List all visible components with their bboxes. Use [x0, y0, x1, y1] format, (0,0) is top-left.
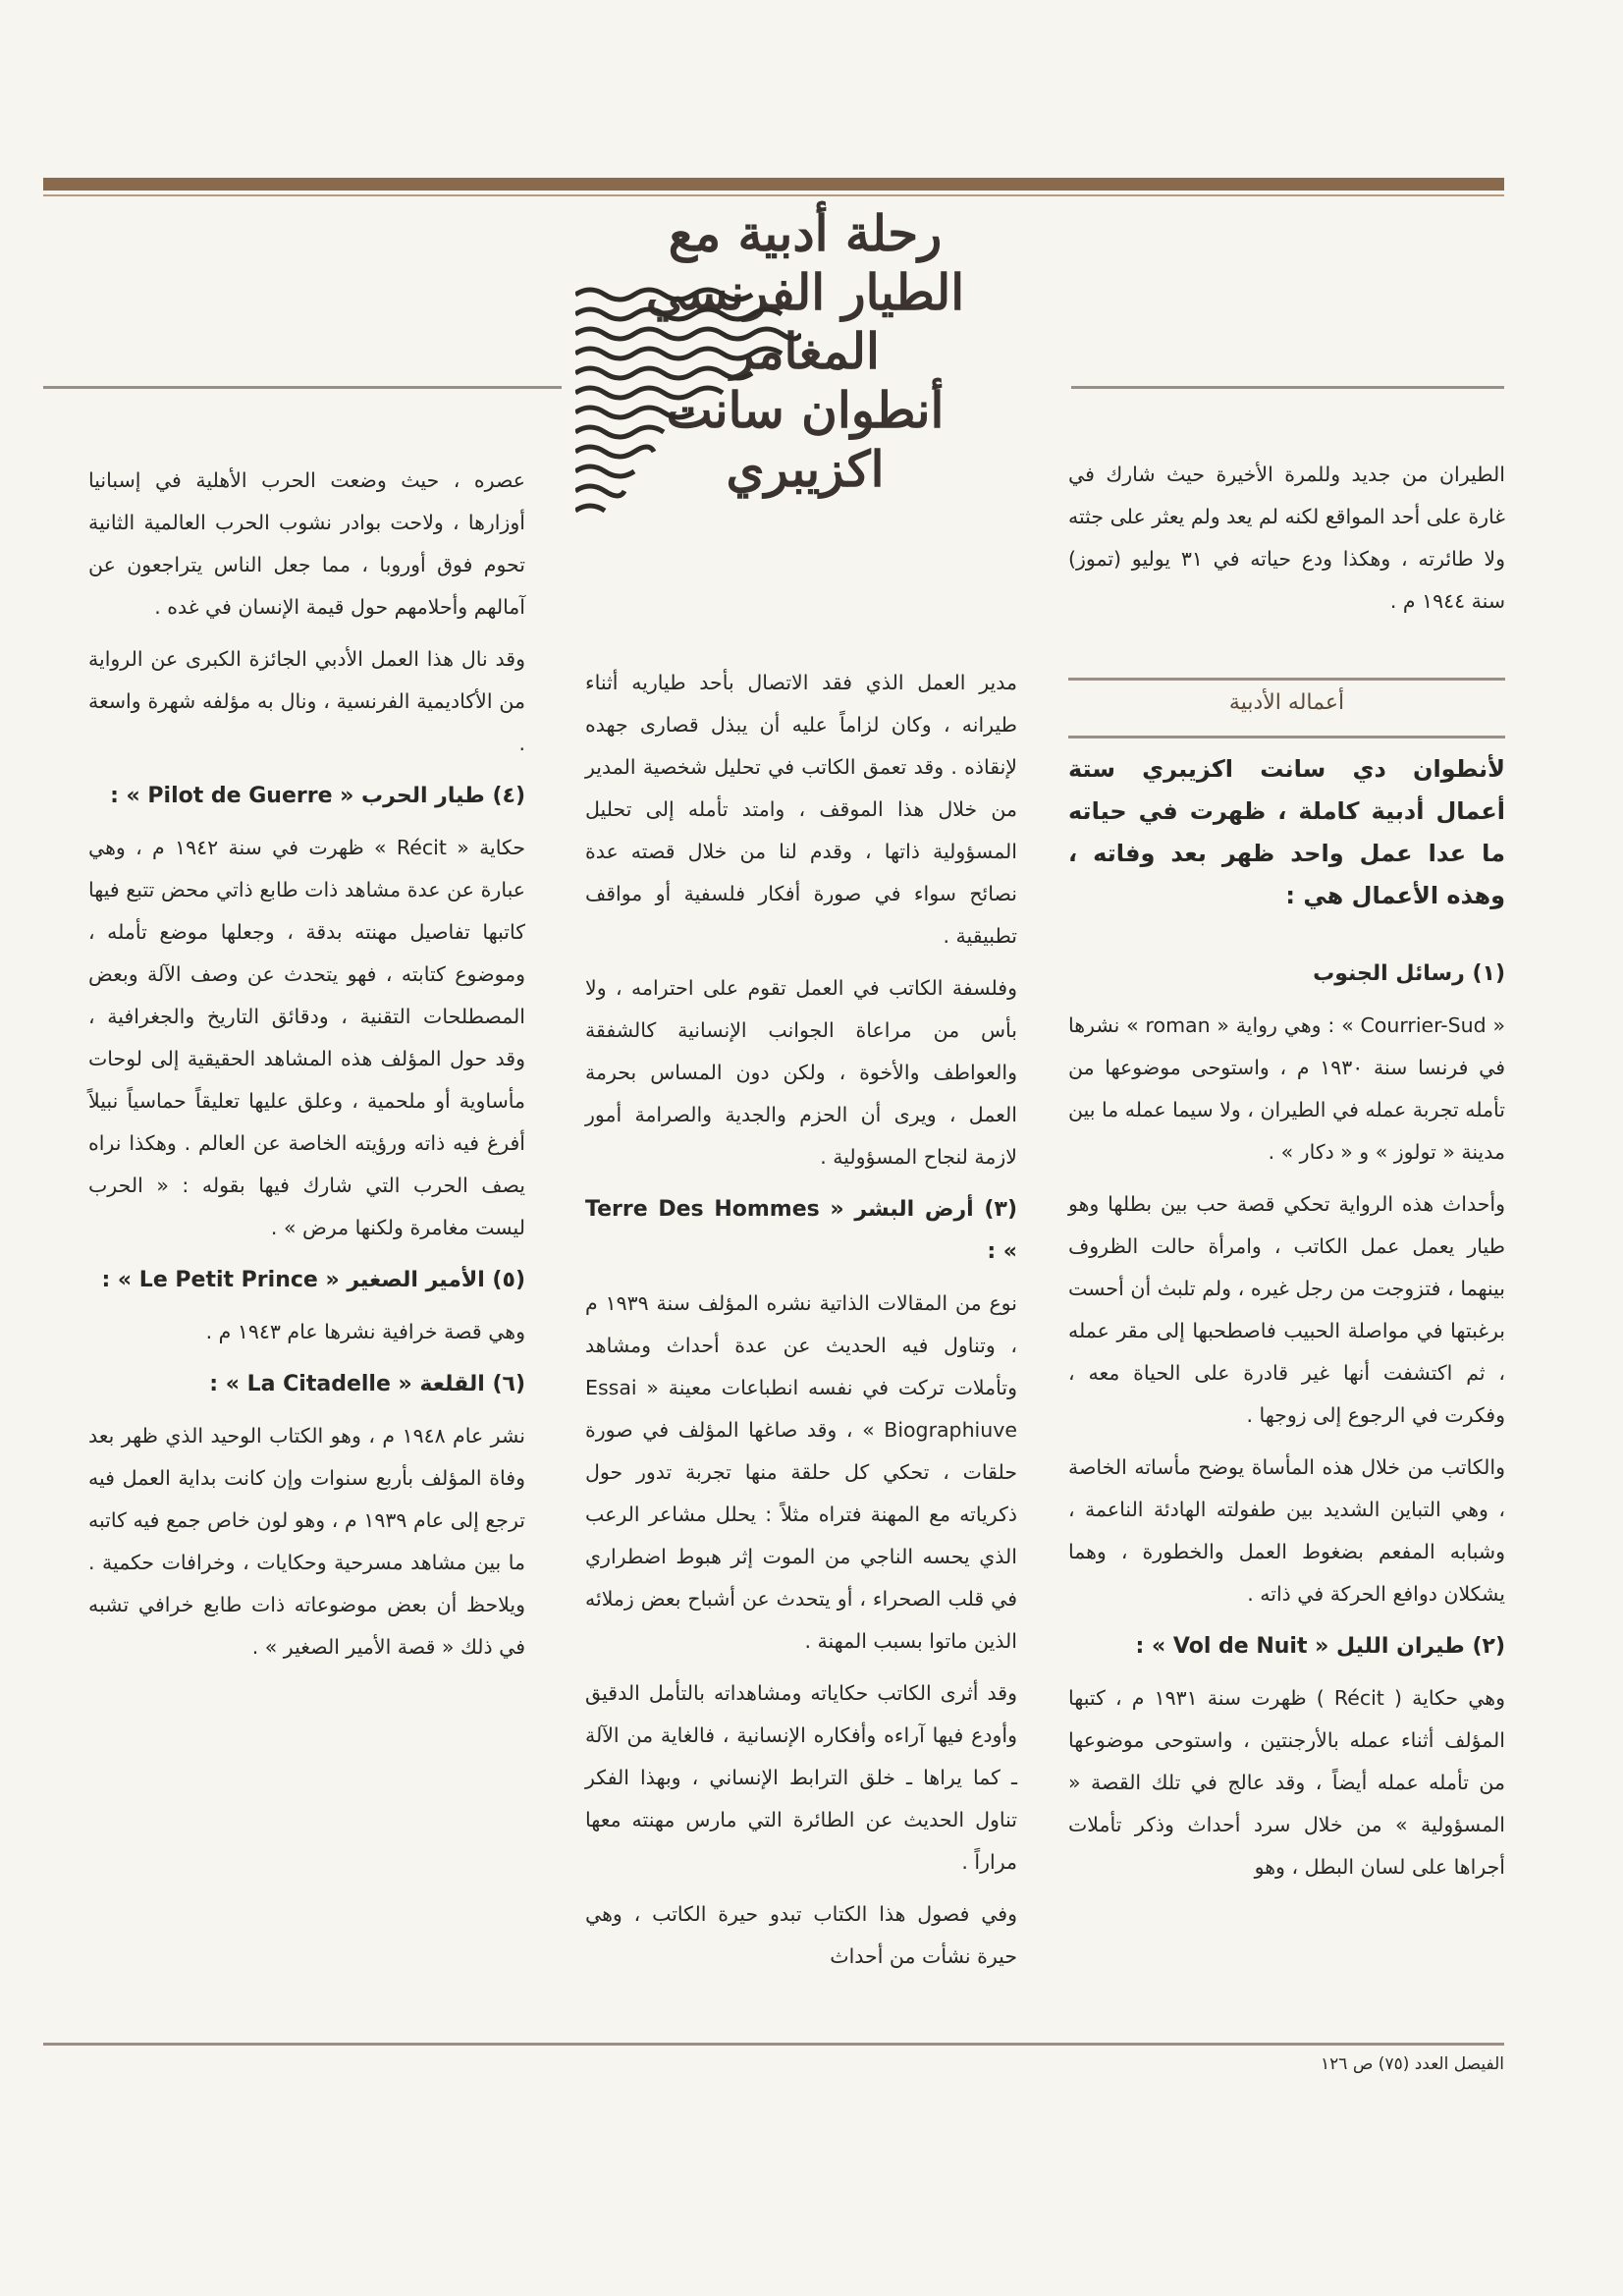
work-heading-6: (٦) القلعة « La Citadelle » :: [209, 1372, 525, 1396]
title-line-2: الطيار الفرنسي المغامر: [645, 263, 965, 380]
work-heading-5: (٥) الأمير الصغير « Le Petit Prince » :: [101, 1268, 525, 1292]
work-heading-3: (٣) أرض البشر « Terre Des Hommes » :: [585, 1197, 1017, 1264]
top-rule-thin: [43, 194, 1504, 196]
title-line-3: أنطوان سانت اكزيبري: [666, 381, 945, 498]
work-heading-2: (٢) طيران الليل « Vol de Nuit » :: [1135, 1634, 1505, 1659]
column-right: [1068, 454, 1505, 632]
paragraph: والكاتب من خلال هذه المأساة يوضح مأساته الخاصة ، وهي التباين الشديد بين طفولته الهادئة الناعمة ، وشبابه المفعم بضغوط العمل والخطورة ، وهما يشكلان دوافع الحركة في ذاته .: [1068, 1455, 1505, 1606]
column-left: [88, 460, 525, 1678]
paragraph: نوع من المقالات الذاتية نشره المؤلف سنة ١٩٣٩ م ، وتناول فيه الحديث عن عدة أحداث ومشاهد وتأملات تركت في نفسه انطباعات معينة « Essai Biographiuve » ، وقد صاغها المؤلف في صورة حلقات ، تحكي كل حلقة منها تجربة تدور حول ذكرياته مع المهنة فتراه مثلاً : يحلل مشاعر الرعب الذي يحسه الناجي من الموت إثر هبوط اضطراري في قلب الصحراء ، أو يتحدث عن أشباح بعض زملائه الذين ماتوا بسبب المهنة .: [585, 1291, 1017, 1653]
work-heading-4: (٤) طيار الحرب « Pilot de Guerre » :: [110, 784, 525, 808]
paragraph: وفلسفة الكاتب في العمل تقوم على احترامه ، ولا بأس من مراعاة الجوانب الإنسانية كالشفقة والعواطف والأخوة ، ولكن دون المساس بحرمة العمل ، ويرى أن الحزم والجدية والصرامة أمور لازمة لنجاح المسؤولية .: [585, 976, 1017, 1169]
right-header-rule: [1071, 386, 1504, 389]
work-heading-1: (١) رسائل الجنوب: [1313, 961, 1505, 986]
column-middle: [585, 662, 1017, 1988]
title-line-1: رحلة أدبية مع: [668, 204, 943, 262]
paragraph: وقد نال هذا العمل الأدبي الجائزة الكبرى عن الرواية من الأكاديمية الفرنسية ، ونال به مؤلفه شهرة واسعة .: [88, 647, 525, 755]
paragraph: مدير العمل الذي فقد الاتصال بأحد طياريه أثناء طيرانه ، وكان لزاماً عليه أن يبذل قصارى جهده لإنقاذه . وقد تعمق الكاتب في تحليل شخصية المدير من خلال هذا الموقف ، وامتد تأمله إلى تحليل المسؤولية ذاتها ، وقدم لنا من خلال قصته عدة نصائح سواء في صورة أفكار فلسفية أو مواقف تطبيقية .: [585, 671, 1017, 948]
paragraph: وهي حكاية ( Récit ) ظهرت سنة ١٩٣١ م ، كتبها المؤلف أثناء عمله بالأرجنتين ، واستوحى موضوعها من تأمله عمله أيضاً ، وقد عالج في تلك القصة « المسؤولية » من خلال سرد أحداث وذكر تأملات أجراها على لسان البطل ، وهو: [1068, 1686, 1506, 1879]
paragraph: الطيران من جديد وللمرة الأخيرة حيث شارك في غارة على أحد المواقع لكنه لم يعد ولم يعثر على جثته ولا طائرته ، وهكذا ودع حياته في ٣١ يوليو (تموز) سنة ١٩٤٤ م .: [1068, 463, 1505, 613]
paragraph: وقد أثرى الكاتب حكاياته ومشاهداته بالتأمل الدقيق وأودع فيها آراءه وأفكاره الإنسانية ، فالغاية من الآلة ـ كما يراها ـ خلق الترابط الإنساني ، وبهذا الفكر تناول الحديث عن الطائرة التي مارس مهنته معها مراراً .: [585, 1681, 1017, 1874]
bottom-rule: [43, 2043, 1504, 2046]
paragraph: وهي قصة خرافية نشرها عام ١٩٤٣ م .: [205, 1320, 525, 1343]
section-heading: أعماله الأدبية: [1228, 690, 1345, 715]
paragraph: « Courrier-Sud » : وهي رواية « roman » نشرها في فرنسا سنة ١٩٣٠ م ، واستوحى موضوعها من تأمله تجربة عمله في الطيران ، ولا سيما عمله ما بين مدينة « تولوز » و « دكار » .: [1068, 1013, 1506, 1164]
page-footer: الفيصل العدد (٧٥) ص ١٢٦: [1321, 2054, 1504, 2074]
paragraph: حكاية « Récit » ظهرت في سنة ١٩٤٢ م ، وهي عبارة عن عدة مشاهد ذات طابع ذاتي محض تتبع فيها كاتبها تفاصيل مهنته بدقة ، وجعلها موضع تأمله ، وموضوع كتابته ، فهو يتحدث عن وصف الآلة وبعض المصطلحات التقنية ، ودقائق التاريخ والجغرافية ، وقد حول المؤلف هذه المشاهد الحقيقية إلى لوحات مأساوية أو ملحمية ، وعلق عليها تعليقاً حماسياً نبيلاً أفرغ فيه ذاته ورؤيته الخاصة عن العالم . وهكذا نراه يصف الحرب التي شارك فيها بقوله : « الحرب ليست مغامرة ولكنها مرض » .: [88, 836, 526, 1239]
paragraph: وفي فصول هذا الكتاب تبدو حيرة الكاتب ، وهي حيرة نشأت من أحداث: [585, 1902, 1017, 1968]
paragraph: وأحداث هذه الرواية تحكي قصة حب بين بطلها وهو طيار يعمل عمل الكاتب ، وامرأة حالت الظروف بينهما ، فتزوجت من رجل غيره ، ولم تلبث أن أحست برغبتها في مواصلة الحبيب فاصطحبها إلى مقر عمله ، ثم اكتشفت أنها غير قادرة على الحياة معه ، وفكرت في الرجوع إلى زوجها .: [1068, 1192, 1505, 1427]
top-rule-thick: [43, 178, 1504, 191]
paragraph: نشر عام ١٩٤٨ م ، وهو الكتاب الوحيد الذي ظهر بعد وفاة المؤلف بأربع سنوات وإن كانت بداية العمل فيه ترجع إلى عام ١٩٣٩ م ، وهو لون خاص جمع فيه كاتبه ما بين مشاهد مسرحية وحكايات ، وخرافات حكمية . ويلاحظ أن بعض موضوعاته ذات طابع خرافي تشبه في ذلك « قصة الأمير الصغير » .: [88, 1424, 525, 1659]
works-intro: لأنطوان دي سانت اكزيبري ستة أعمال أدبية كاملة ، ظهرت في حياته ما عدا عمل واحد ظهر بعد وفاته ، وهذه الأعمال هي :: [1068, 755, 1505, 909]
left-header-rule: [43, 386, 562, 389]
section-heading-box: [1068, 678, 1505, 738]
paragraph: عصره ، حيث وضعت الحرب الأهلية في إسبانيا أوزارها ، ولاحت بوادر نشوب الحرب العالمية الثانية تحوم فوق أوروبا ، مما جعل الناس يتراجعون عن آمالهم وأحلامهم حول قيمة الإنسان في غده .: [88, 468, 525, 619]
column-right-lower: [1068, 953, 1505, 1898]
wave-decoration-icon: [575, 285, 801, 530]
